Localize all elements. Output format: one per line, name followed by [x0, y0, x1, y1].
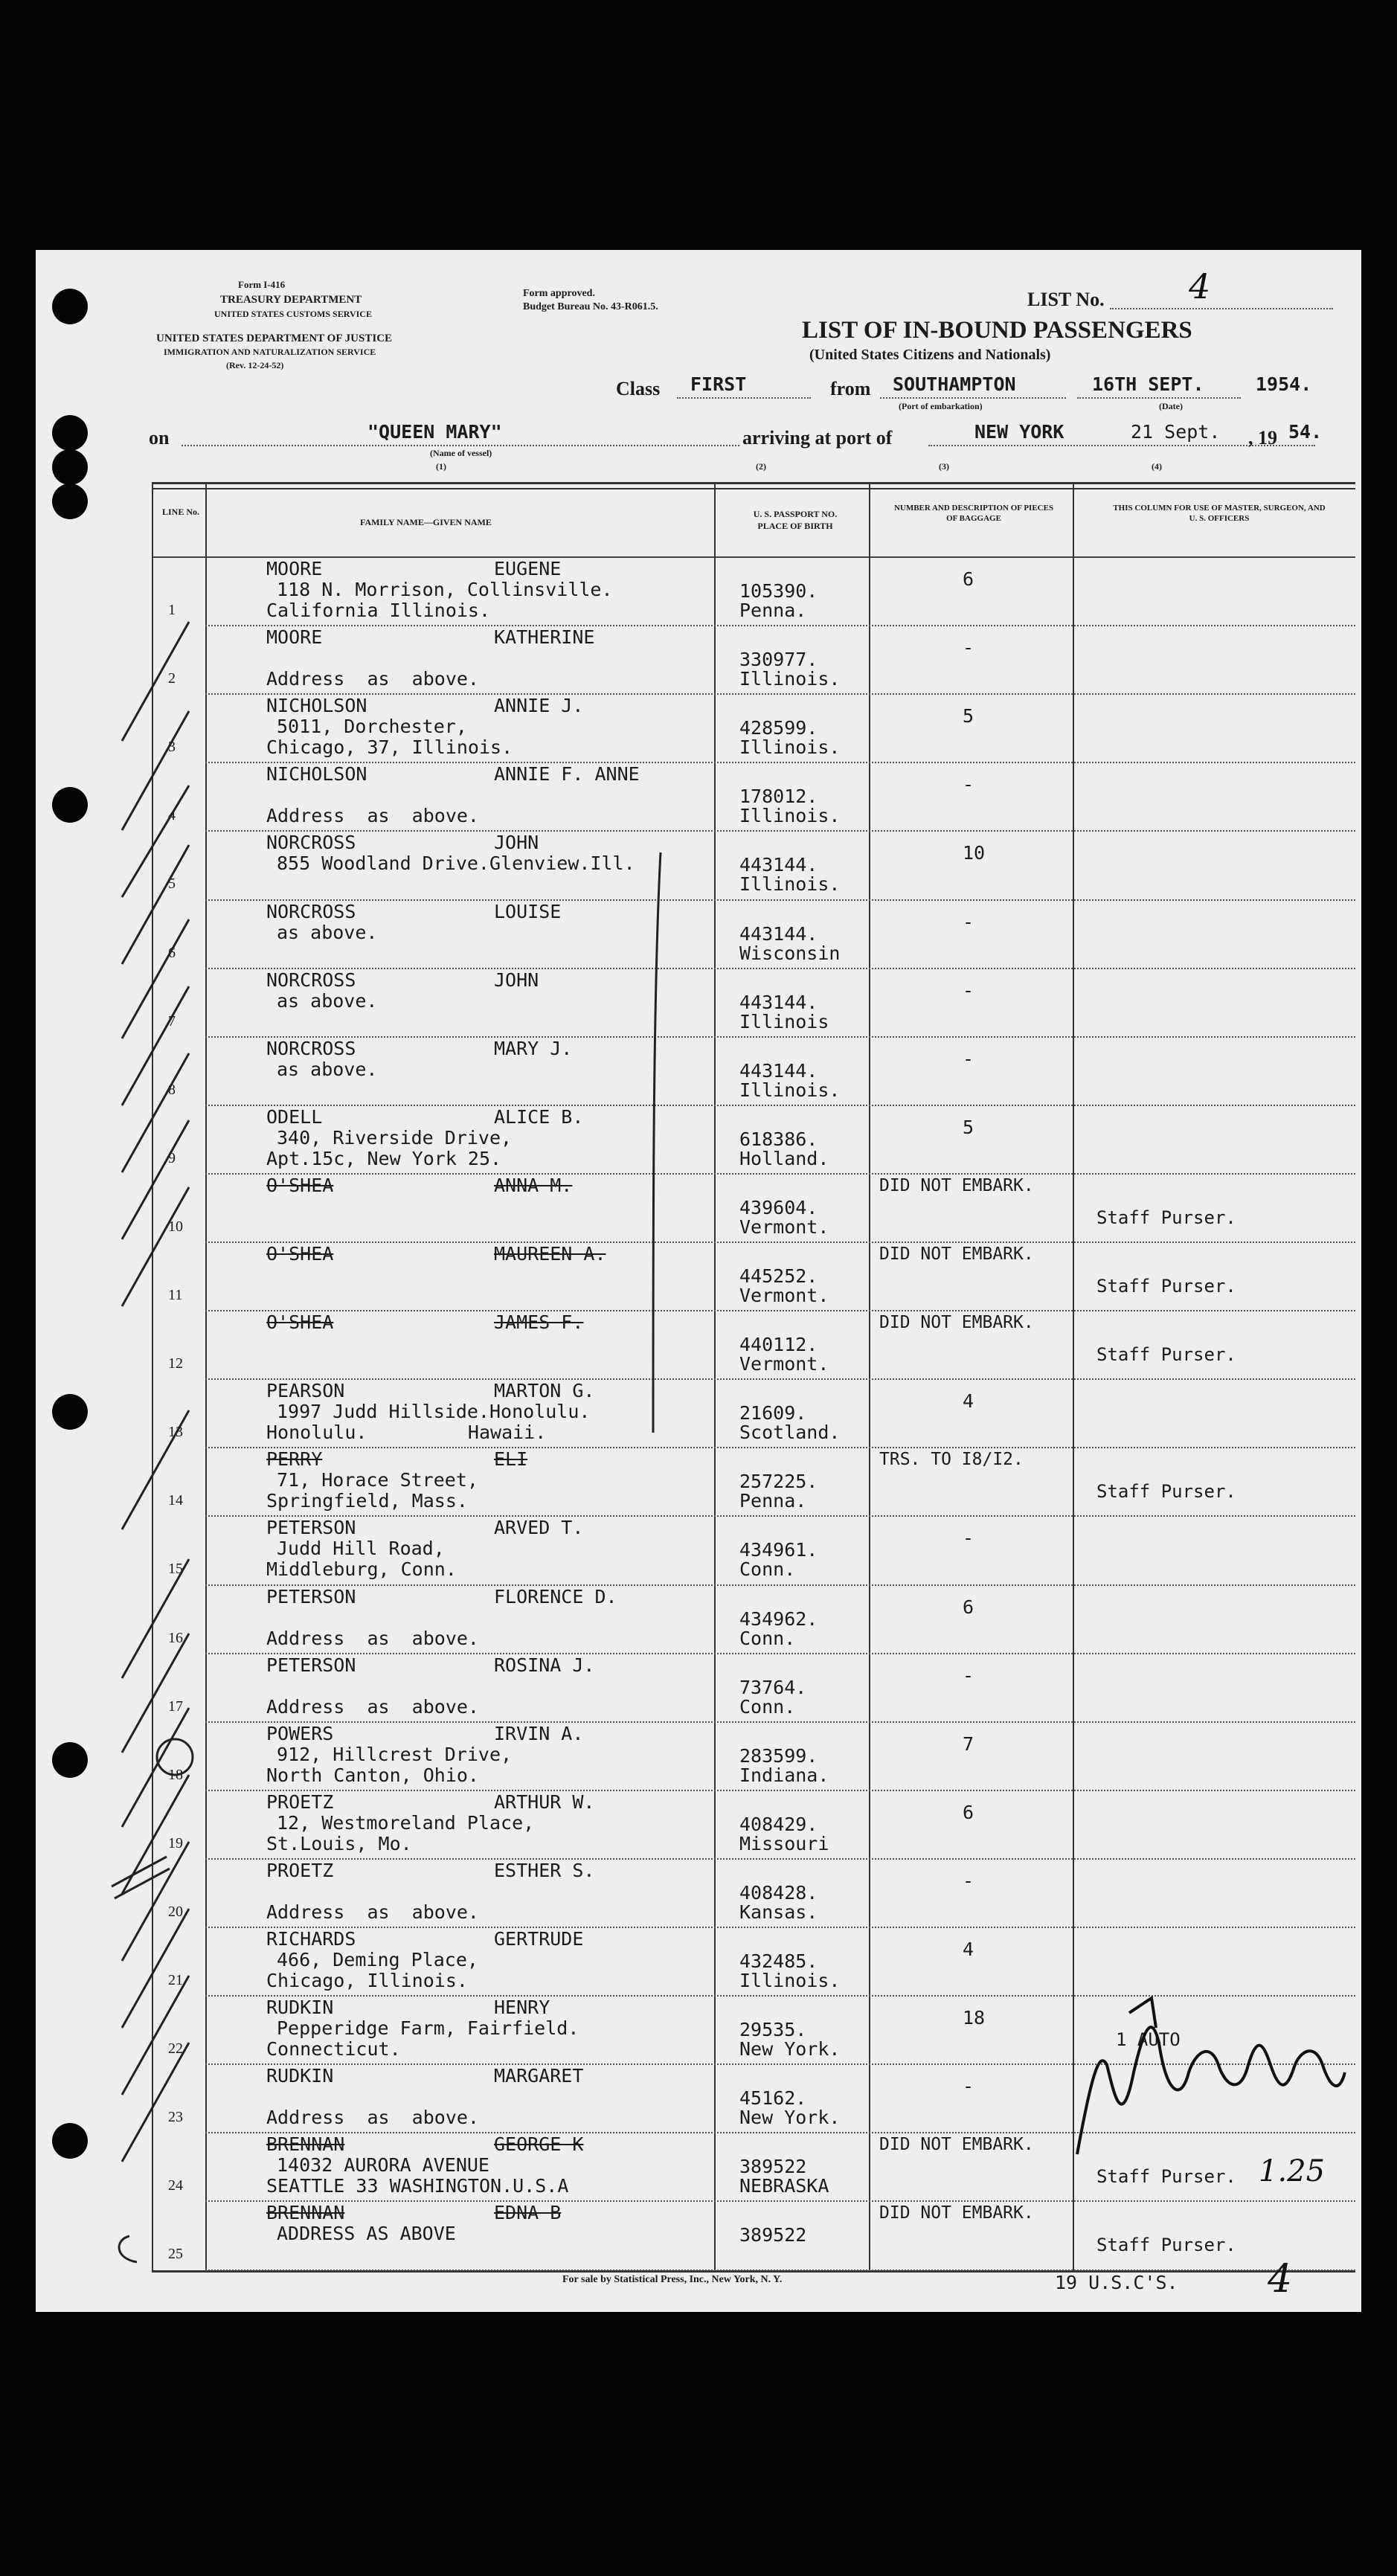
place-of-birth: Missouri [739, 1832, 829, 1854]
vessel-line [182, 445, 739, 446]
row-divider [205, 625, 1355, 626]
family-name: RUDKIN [266, 2065, 334, 2087]
address-line: 466, Deming Place, [277, 1949, 478, 1970]
row-line-number: 11 [168, 1287, 183, 1303]
embark-line [880, 397, 1066, 399]
row-line-number: 8 [168, 1081, 176, 1098]
given-name: IRVIN A. [494, 1722, 584, 1744]
address-line: Address as above. [266, 668, 479, 690]
row-divider [205, 1105, 1355, 1106]
family-name: BRENNAN [266, 2133, 345, 2156]
passport-number: 440112. [739, 1334, 818, 1356]
place-of-birth: Illinois. [739, 1079, 841, 1101]
family-name: PETERSON [266, 1517, 356, 1539]
family-name: PEARSON [266, 1380, 345, 1402]
col-divider [869, 482, 870, 2272]
customs-label: UNITED STATES CUSTOMS SERVICE [214, 309, 372, 319]
arriving-label: arriving at port of [742, 427, 893, 449]
table-top-border [152, 482, 1355, 484]
margin-check-marks [107, 562, 211, 2273]
given-name: FLORENCE D. [494, 1585, 617, 1607]
given-name: JOHN [494, 969, 539, 991]
row-divider [205, 1515, 1355, 1517]
passport-number: 389522 [739, 2224, 807, 2246]
baggage-count: 4 [963, 1939, 974, 1960]
column-number-2: (2) [756, 461, 766, 472]
passport-number: 443144. [739, 922, 818, 945]
baggage-count: - [963, 2075, 974, 2098]
address-line: North Canton, Ohio. [266, 1764, 479, 1786]
given-name: ALICE B. [494, 1105, 584, 1128]
col-divider [714, 482, 716, 2272]
list-no-value: 4 [1189, 266, 1211, 306]
officer-note: 1 AUTO [1116, 2029, 1181, 2051]
passport-number: 257225. [739, 1471, 818, 1493]
baggage-count: 5 [963, 705, 974, 727]
place-of-birth: Vermont. [739, 1353, 829, 1375]
baggage-count: - [963, 910, 974, 933]
row-line-number: 20 [168, 1903, 183, 1920]
officer-note: Staff Purser. [1096, 1207, 1236, 1228]
class-value: FIRST [690, 373, 747, 395]
corner-mark: 4 [1268, 2257, 1293, 2302]
address-line: St.Louis, Mo. [266, 1832, 412, 1854]
page-subtitle: (United States Citizens and Nationals) [809, 347, 1051, 363]
baggage-count: - [963, 1527, 974, 1549]
place-of-birth: Illinois. [739, 1970, 841, 1991]
family-name: NORCROSS [266, 900, 356, 922]
place-of-birth: Illinois. [739, 873, 841, 896]
place-of-birth: Conn. [739, 1558, 796, 1581]
row-divider [205, 693, 1355, 695]
row-divider [205, 1447, 1355, 1448]
passport-number: 178012. [739, 786, 818, 808]
address-line: 71, Horace Street, [277, 1469, 478, 1491]
passport-number: 432485. [739, 1950, 818, 1972]
arrival-date: 21 Sept. [1131, 421, 1221, 443]
family-name: ODELL [266, 1105, 323, 1128]
passport-number: 443144. [739, 1059, 818, 1082]
form-approved: Form approved. [523, 288, 595, 299]
address-line: as above. [277, 989, 378, 1012]
binder-hole [52, 1742, 88, 1778]
baggage-note: DID NOT EMBARK. [879, 2135, 1034, 2155]
baggage-count: - [963, 1664, 974, 1686]
row-divider [205, 899, 1355, 901]
family-name: NICHOLSON [266, 695, 367, 717]
place-of-birth: Penna. [739, 1490, 807, 1512]
address-line: as above. [277, 1058, 378, 1080]
family-name: PETERSON [266, 1654, 356, 1676]
place-of-birth: NEBRASKA [739, 2175, 829, 2197]
col-head-officers: THIS COLUMN FOR USE OF MASTER, SURGEON, AND U. S. OFFICERS [1113, 504, 1326, 524]
place-of-birth: New York. [739, 2038, 841, 2061]
passport-number: 443144. [739, 991, 818, 1013]
baggage-note: TRS. TO I8/I2. [879, 1450, 1024, 1470]
embark-port: SOUTHAMPTON [893, 373, 1016, 395]
given-name: ANNIE J. [494, 695, 584, 717]
given-name: MAUREEN A. [494, 1243, 606, 1265]
treasury-label: TREASURY DEPARTMENT [220, 294, 362, 306]
address-line: 1997 Judd Hillside.Honolulu. [277, 1401, 591, 1423]
row-line-number: 13 [168, 1424, 183, 1441]
passport-number: 73764. [739, 1676, 807, 1698]
address-line: Chicago, 37, Illinois. [266, 736, 513, 759]
col-head-line-no: LINE No. [161, 507, 199, 517]
baggage-note: DID NOT EMBARK. [879, 2203, 1034, 2223]
place-of-birth: Illinois. [739, 805, 841, 827]
baggage-count: - [963, 774, 974, 796]
family-name: RICHARDS [266, 1928, 356, 1950]
family-name: O'SHEA [266, 1311, 334, 1334]
row-divider [205, 1242, 1355, 1243]
family-name: RUDKIN [266, 1997, 334, 2019]
place-of-birth: Illinois. [739, 736, 841, 759]
address-line: 5011, Dorchester, [277, 716, 467, 738]
baggage-count: 6 [963, 1801, 974, 1823]
officer-note: Staff Purser. [1096, 1344, 1236, 1366]
class-label: Class [616, 378, 661, 399]
total-count: 19 U.S.C'S. [1055, 2272, 1178, 2293]
budget-bureau: Budget Bureau No. 43-R061.5. [523, 301, 658, 312]
baggage-count: - [963, 637, 974, 659]
baggage-count: - [963, 979, 974, 1001]
address-line: Apt.15c, New York 25. [266, 1147, 502, 1169]
place-of-birth: Indiana. [739, 1764, 829, 1786]
binder-hole [52, 449, 88, 485]
place-of-birth: Wisconsin [739, 942, 841, 964]
row-divider [205, 1378, 1355, 1380]
col-head-baggage: NUMBER AND DESCRIPTION OF PIECES OF BAGGAGE [893, 504, 1054, 524]
address-line: 118 N. Morrison, Collinsville. [277, 579, 613, 600]
passport-number: 105390. [739, 580, 818, 602]
given-name: ARVED T. [494, 1517, 584, 1539]
row-line-number: 7 [168, 1012, 176, 1030]
place-of-birth: Kansas. [739, 1901, 818, 1923]
row-line-number: 5 [168, 876, 176, 893]
place-of-birth: Vermont. [739, 1285, 829, 1306]
family-name: MOORE [266, 558, 323, 579]
baggage-count: 4 [963, 1390, 974, 1413]
passport-number: 445252. [739, 1265, 818, 1287]
vessel-caption: (Name of vessel) [430, 448, 492, 458]
passport-number: 21609. [739, 1402, 807, 1424]
passport-number: 45162. [739, 2087, 807, 2110]
place-of-birth: Illinois. [739, 668, 841, 690]
row-line-number: 3 [168, 739, 176, 756]
given-name: HENRY [494, 1997, 550, 2019]
printer-credit: For sale by Statistical Press, Inc., New York, N. Y. [562, 2274, 783, 2285]
row-line-number: 14 [168, 1492, 183, 1509]
row-line-number: 23 [168, 2109, 183, 2126]
family-name: NORCROSS [266, 832, 356, 854]
embark-date: 16TH SEPT. [1092, 373, 1204, 395]
baggage-count: 5 [963, 1116, 974, 1138]
row-line-number: 25 [168, 2246, 183, 2263]
address-line: Address as above. [266, 2107, 479, 2129]
family-name: PERRY [266, 1448, 323, 1471]
row-divider [205, 1721, 1355, 1723]
passport-number: 434962. [739, 1607, 818, 1630]
place-of-birth: New York. [739, 2107, 841, 2129]
address-line: Address as above. [266, 805, 479, 827]
baggage-count: 18 [963, 2007, 986, 2029]
given-name: KATHERINE [494, 626, 595, 649]
on-label: on [149, 427, 170, 449]
page-title: LIST OF IN-BOUND PASSENGERS [802, 317, 1192, 344]
row-line-number: 2 [168, 670, 176, 687]
family-name: NORCROSS [266, 1037, 356, 1059]
row-divider [205, 968, 1355, 969]
row-divider [205, 1584, 1355, 1586]
passport-number: 283599. [739, 1744, 818, 1767]
inspector-date: 1.25 [1259, 2154, 1326, 2188]
baggage-count: 7 [963, 1732, 974, 1755]
row-line-number: 12 [168, 1355, 183, 1372]
given-name: ROSINA J. [494, 1654, 595, 1676]
officer-note: Staff Purser. [1096, 2235, 1236, 2256]
from-label: from [830, 378, 871, 399]
row-line-number: 16 [168, 1629, 183, 1646]
family-name: PETERSON [266, 1585, 356, 1607]
list-no-line [1110, 308, 1333, 309]
address-line: Address as above. [266, 1695, 479, 1718]
row-line-number: 15 [168, 1561, 183, 1578]
column-number-3: (3) [939, 461, 949, 472]
given-name: LOUISE [494, 900, 562, 922]
given-name: GERTRUDE [494, 1928, 584, 1950]
address-line: Honolulu. Hawaii. [266, 1422, 547, 1444]
place-of-birth: Vermont. [739, 1215, 829, 1238]
given-name: JAMES F. [494, 1311, 584, 1334]
passport-number: 434961. [739, 1539, 818, 1561]
binder-hole [52, 787, 88, 823]
manifest-page [36, 250, 1361, 2312]
passport-number: 408429. [739, 1813, 818, 1835]
row-line-number: 24 [168, 2177, 183, 2194]
family-name: NICHOLSON [266, 763, 367, 786]
passport-number: 439604. [739, 1196, 818, 1218]
address-line: 14032 AURORA AVENUE [277, 2154, 489, 2177]
passport-number: 428599. [739, 717, 818, 739]
row-divider [205, 2270, 1355, 2271]
address-line: 340, Riverside Drive, [277, 1126, 513, 1149]
address-line: ADDRESS AS ABOVE [277, 2223, 456, 2245]
col-head-passport: U. S. PASSPORT NO. PLACE OF BIRTH [753, 509, 838, 531]
row-divider [205, 1173, 1355, 1175]
given-name: ARTHUR W. [494, 1790, 595, 1813]
embark-caption: (Port of embarkation) [899, 401, 983, 411]
given-name: EUGENE [494, 558, 562, 579]
given-name: MARY J. [494, 1037, 573, 1059]
family-name: O'SHEA [266, 1243, 334, 1265]
address-line: Connecticut. [266, 2038, 401, 2061]
given-name: ANNA M. [494, 1174, 573, 1196]
binder-hole [52, 415, 88, 451]
row-line-number: 22 [168, 2040, 183, 2058]
row-divider [205, 2200, 1355, 2202]
rev-label: (Rev. 12-24-52) [226, 360, 284, 370]
column-number-1: (1) [436, 461, 446, 472]
given-name: MARTON G. [494, 1380, 595, 1402]
address-line: 12, Westmoreland Place, [277, 1811, 535, 1834]
list-no-label: LIST No. [1027, 289, 1105, 310]
family-name: BRENNAN [266, 2202, 345, 2224]
address-line: Chicago, Illinois. [266, 1970, 468, 1991]
address-line: 912, Hillcrest Drive, [277, 1743, 513, 1765]
row-divider [205, 1858, 1355, 1860]
address-line: Springfield, Mass. [266, 1490, 468, 1512]
vertical-bracket-line [631, 845, 675, 1440]
row-line-number: 6 [168, 944, 176, 961]
row-line-number: 10 [168, 1218, 183, 1235]
row-divider [205, 1036, 1355, 1038]
row-divider [205, 1310, 1355, 1311]
place-of-birth: Penna. [739, 600, 807, 621]
given-name: JOHN [494, 832, 539, 854]
officer-note: Staff Purser. [1096, 1481, 1236, 1503]
baggage-count: 10 [963, 842, 986, 864]
header-bottom-border [152, 556, 1355, 558]
row-line-number: 4 [168, 807, 176, 824]
officer-note: Staff Purser. [1096, 1276, 1236, 1297]
place-of-birth: Scotland. [739, 1422, 841, 1444]
row-line-number: 18 [168, 1766, 183, 1783]
row-line-number: 19 [168, 1834, 183, 1851]
passport-number: 29535. [739, 2019, 807, 2041]
place-of-birth: Conn. [739, 1695, 796, 1718]
baggage-count: 6 [963, 1596, 974, 1618]
address-line: SEATTLE 33 WASHINGTON.U.S.A [266, 2175, 569, 2197]
address-line: California Illinois. [266, 600, 491, 621]
family-name: POWERS [266, 1722, 334, 1744]
row-line-number: 1 [168, 602, 176, 618]
place-of-birth: Conn. [739, 1627, 796, 1649]
arrival-port: NEW YORK [974, 421, 1064, 443]
given-name: EDNA B [494, 2202, 562, 2224]
justice-label: UNITED STATES DEPARTMENT OF JUSTICE [156, 333, 393, 344]
row-line-number: 9 [168, 1149, 176, 1166]
family-name: PROETZ [266, 1859, 334, 1881]
given-name: MARGARET [494, 2065, 584, 2087]
row-divider [205, 1790, 1355, 1791]
given-name: ANNIE F. ANNE [494, 763, 640, 786]
ins-label: IMMIGRATION AND NATURALIZATION SERVICE [164, 347, 376, 357]
row-divider [205, 762, 1355, 763]
arrival-year-prefix: , 19 [1248, 427, 1277, 449]
row-line-number: 21 [168, 1972, 183, 1988]
address-line: as above. [277, 921, 378, 943]
arrival-year: 54. [1288, 421, 1323, 443]
column-number-4: (4) [1152, 461, 1162, 472]
baggage-count: 6 [963, 568, 974, 590]
address-line: Pepperidge Farm, Fairfield. [277, 2017, 579, 2040]
given-name: GEORGE K [494, 2133, 584, 2156]
binder-hole [52, 484, 88, 519]
address-line: Address as above. [266, 1901, 479, 1923]
officer-note: Staff Purser. [1096, 2166, 1236, 2188]
binder-hole [52, 2123, 88, 2159]
family-name: NORCROSS [266, 969, 356, 991]
row-divider [205, 830, 1355, 832]
passport-number: 330977. [739, 649, 818, 671]
class-line [677, 397, 811, 399]
baggage-note: DID NOT EMBARK. [879, 1244, 1034, 1264]
family-name: O'SHEA [266, 1174, 334, 1196]
family-name: PROETZ [266, 1790, 334, 1813]
row-divider [205, 1927, 1355, 1928]
row-line-number: 17 [168, 1697, 183, 1715]
given-name: ESTHER S. [494, 1859, 595, 1881]
passport-number: 618386. [739, 1128, 818, 1150]
address-line: Address as above. [266, 1627, 479, 1649]
passport-number: 443144. [739, 854, 818, 876]
row-divider [205, 1653, 1355, 1654]
place-of-birth: Holland. [739, 1147, 829, 1169]
embark-year: 1954. [1256, 373, 1312, 395]
baggage-note: DID NOT EMBARK. [879, 1175, 1034, 1195]
date-caption: (Date) [1159, 401, 1183, 411]
date-line [1077, 397, 1241, 399]
vessel-name: "QUEEN MARY" [367, 421, 502, 443]
given-name: ELI [494, 1448, 528, 1471]
address-line: Middleburg, Conn. [266, 1558, 457, 1581]
table-top-border-2 [152, 488, 1355, 489]
binder-hole [52, 1394, 88, 1430]
place-of-birth: Illinois [739, 1010, 829, 1032]
address-line: 855 Woodland Drive.Glenview.Ill. [277, 852, 635, 875]
family-name: MOORE [266, 626, 323, 649]
passport-number: 389522 [739, 2156, 807, 2178]
address-line: Judd Hill Road, [277, 1538, 445, 1560]
col-head-name: FAMILY NAME—GIVEN NAME [360, 517, 492, 527]
baggage-count: - [963, 1047, 974, 1070]
form-number: Form I-416 [238, 279, 286, 290]
baggage-count: - [963, 1869, 974, 1892]
passport-number: 408428. [739, 1881, 818, 1904]
baggage-note: DID NOT EMBARK. [879, 1313, 1034, 1333]
binder-hole [52, 289, 88, 324]
